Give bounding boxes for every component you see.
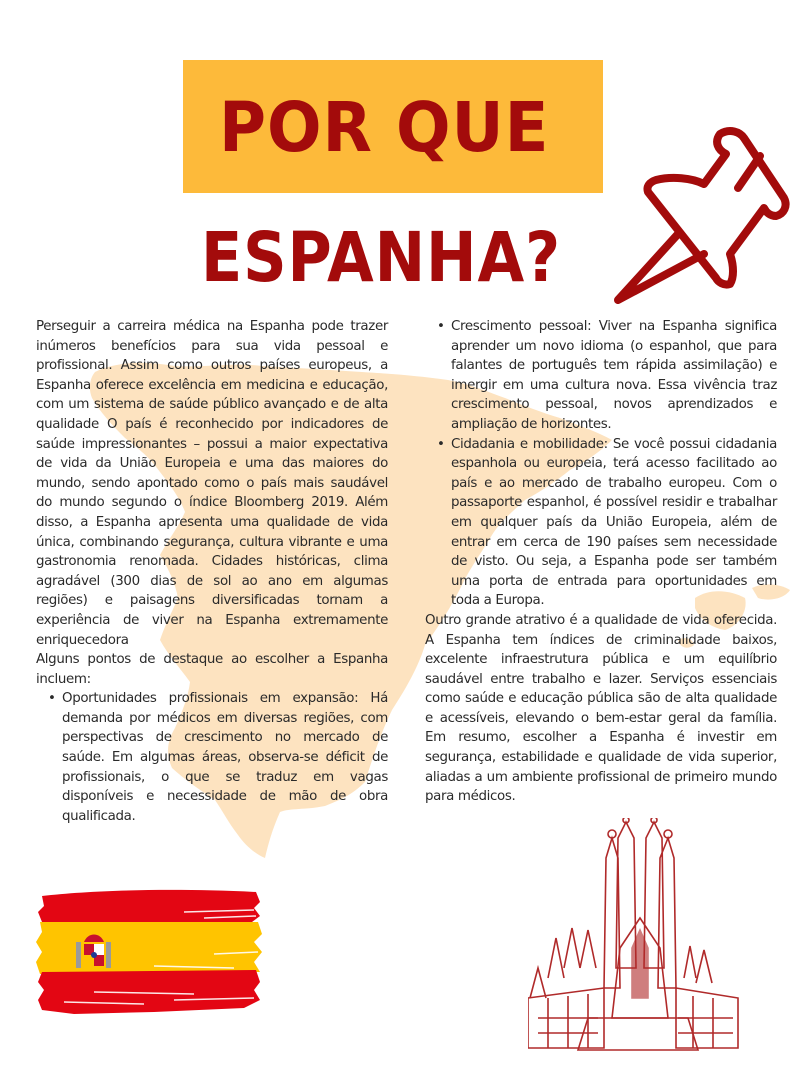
closing-paragraph: Outro grande atrativo é a qualidade de vida oferecida. A Espanha tem índices de criminalidade baixos, excelente infraestrutura pública e um equilíbrio saudável entre trabalho e lazer. Serviços essenciais como saúde e educação pública são de alta qualidade e acessíveis, elevando o bem-estar geral da família. Em resumo, escolher a Espanha é investir em segurança, estabilidade e qualidade de vida superior, aliadas a um ambiente profissional de primeiro mundo para médicos. — [425, 612, 777, 805]
list-item-text: Oportunidades profissionais em expansão: Há demanda por médicos em diversas regiões, com perspectivas de crescimento no mercado de saúde. Em algumas áreas, observa-se déficit de profissionais, o que se traduz em vagas disponíveis e necessidade de mão de obra qualificada. — [62, 691, 388, 824]
highlights-list-left — [36, 689, 388, 826]
list-item-text: Cidadania e mobilidade: Se você possui cidadania espanhola ou europeia, terá acesso facilitado ao país e ao mercado de trabalho europeu. Com o passaporte espanhol, é possível residir e trabalhar em qualquer país da União Europeia, além de entrar em cerca de 190 países sem necessidade de visto. Ou seja, a Espanha pode ser também uma porta de entrada para oportunidades em toda a Europa. — [451, 436, 777, 609]
spain-flag-illustration — [34, 882, 264, 1022]
highlights-list-right — [425, 317, 777, 611]
intro-paragraph: Perseguir a carreira médica na Espanha pode trazer inúmeros benefícios para sua vida pessoal e profissional. Assim como outros países europeus, a Espanha oferece excelência em medicina e educação, com um sistema de saúde público avançado e de alta qualidade O país é reconhecido por indicadores de saúde impressionantes – possui a maior expectativa de vida da União Europeia e uma das maiores do mundo, sendo apontado como o país mais saudável do mundo segundo o índice Bloomberg 2019. Além disso, a Espanha apresenta uma qualidade de vida única, combinando segurança, cultura vibrante e uma gastronomia renomada. Cidades históricas, clima agradável (300 dias de sol ao ano em algumas regiões) e paisagens diversificadas tornam a experiência de viver na Espanha extremamente enriquecedora — [36, 319, 388, 648]
list-item — [425, 435, 777, 611]
bullet-icon: • — [437, 436, 445, 452]
left-text-column — [36, 317, 388, 826]
pushpin-icon — [612, 126, 794, 304]
page-title-line-1: POR QUE — [219, 88, 550, 168]
page-title-line-2: ESPANHA? — [201, 218, 561, 298]
bullet-icon: • — [437, 319, 445, 334]
list-item — [425, 317, 777, 435]
sagrada-familia-illustration — [528, 818, 740, 1058]
highlights-lead-in: Alguns pontos de destaque ao escolher a Espanha incluem: — [36, 652, 388, 687]
list-item-text: Crescimento pessoal: Viver na Espanha significa aprender um novo idioma (o espanhol, que para falantes de português tem rápida assimilação) e imergir em uma cultura nova. Essa vivência traz crescimento pessoal, novos aprendizados e ampliação de horizontes. — [451, 319, 777, 432]
bullet-icon: • — [48, 691, 56, 707]
list-item — [36, 689, 388, 826]
right-text-column — [425, 317, 777, 807]
